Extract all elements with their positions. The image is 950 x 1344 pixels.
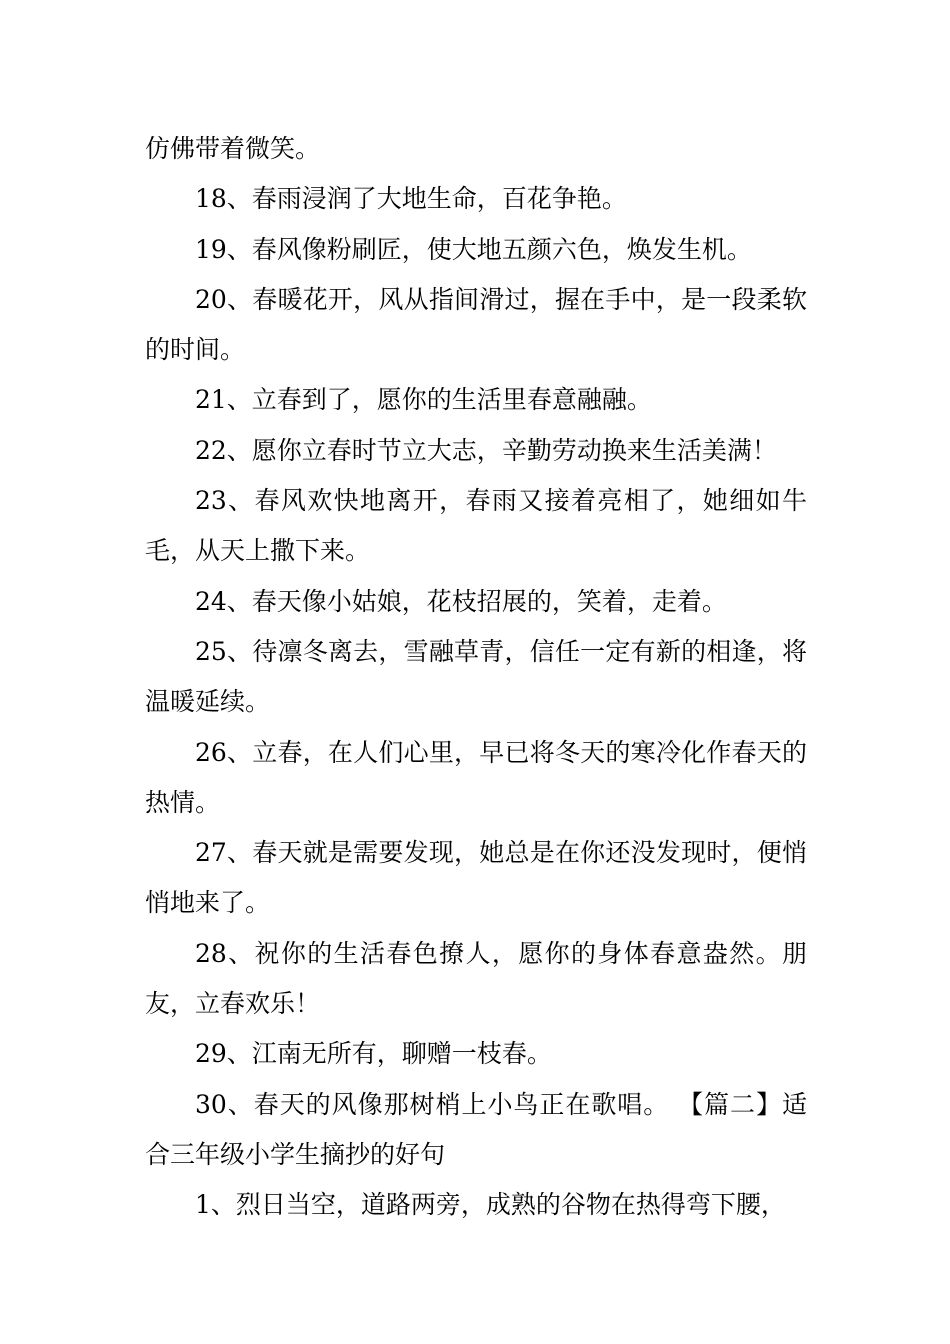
- paragraph-19: 19、春风像粉刷匠，使大地五颜六色，焕发生机。: [195, 234, 752, 264]
- paragraph-26: 26、立春，在人们心里，早已将冬天的寒冷化作春天的热情。: [145, 737, 807, 817]
- document-body: [145, 124, 807, 1231]
- paragraph-28: 28、祝你的生活春色撩人，愿你的身体春意盎然。朋友，立春欢乐！: [145, 938, 807, 1019]
- paragraph-20: 20、春暖花开，风从指间滑过，握在手中，是一段柔软的时间。: [145, 284, 807, 365]
- paragraph-29: 29、江南无所有，聊赠一枝春。: [195, 1039, 552, 1069]
- paragraph-27: 27、春天就是需要发现，她总是在你还没发现时，便悄悄地来了。: [145, 838, 807, 918]
- paragraph-21: 21、立春到了，愿你的生活里春意融融。: [195, 385, 652, 415]
- paragraph-24: 24、春天像小姑娘，花枝招展的，笑着，走着。: [195, 586, 727, 616]
- paragraph-30: 30、春天的风像那树梢上小鸟正在歌唱。 【篇二】适合三年级小学生摘抄的好句: [145, 1089, 807, 1169]
- paragraph-25: 25、待凛冬离去，雪融草青，信任一定有新的相逢，将温暖延续。: [145, 636, 807, 717]
- paragraph-22: 22、愿你立春时节立大志，辛勤劳动换来生活美满！: [195, 435, 777, 465]
- paragraph-continuation: 仿佛带着微笑。: [145, 134, 321, 163]
- paragraph-18: 18、春雨浸润了大地生命，百花争艳。: [195, 184, 627, 214]
- paragraph-part2-1: 1、烈日当空，道路两旁，成熟的谷物在热得弯下腰，: [195, 1190, 786, 1220]
- paragraph-23: 23、春风欢快地离开，春雨又接着亮相了，她细如牛毛，从天上撒下来。: [145, 486, 807, 566]
